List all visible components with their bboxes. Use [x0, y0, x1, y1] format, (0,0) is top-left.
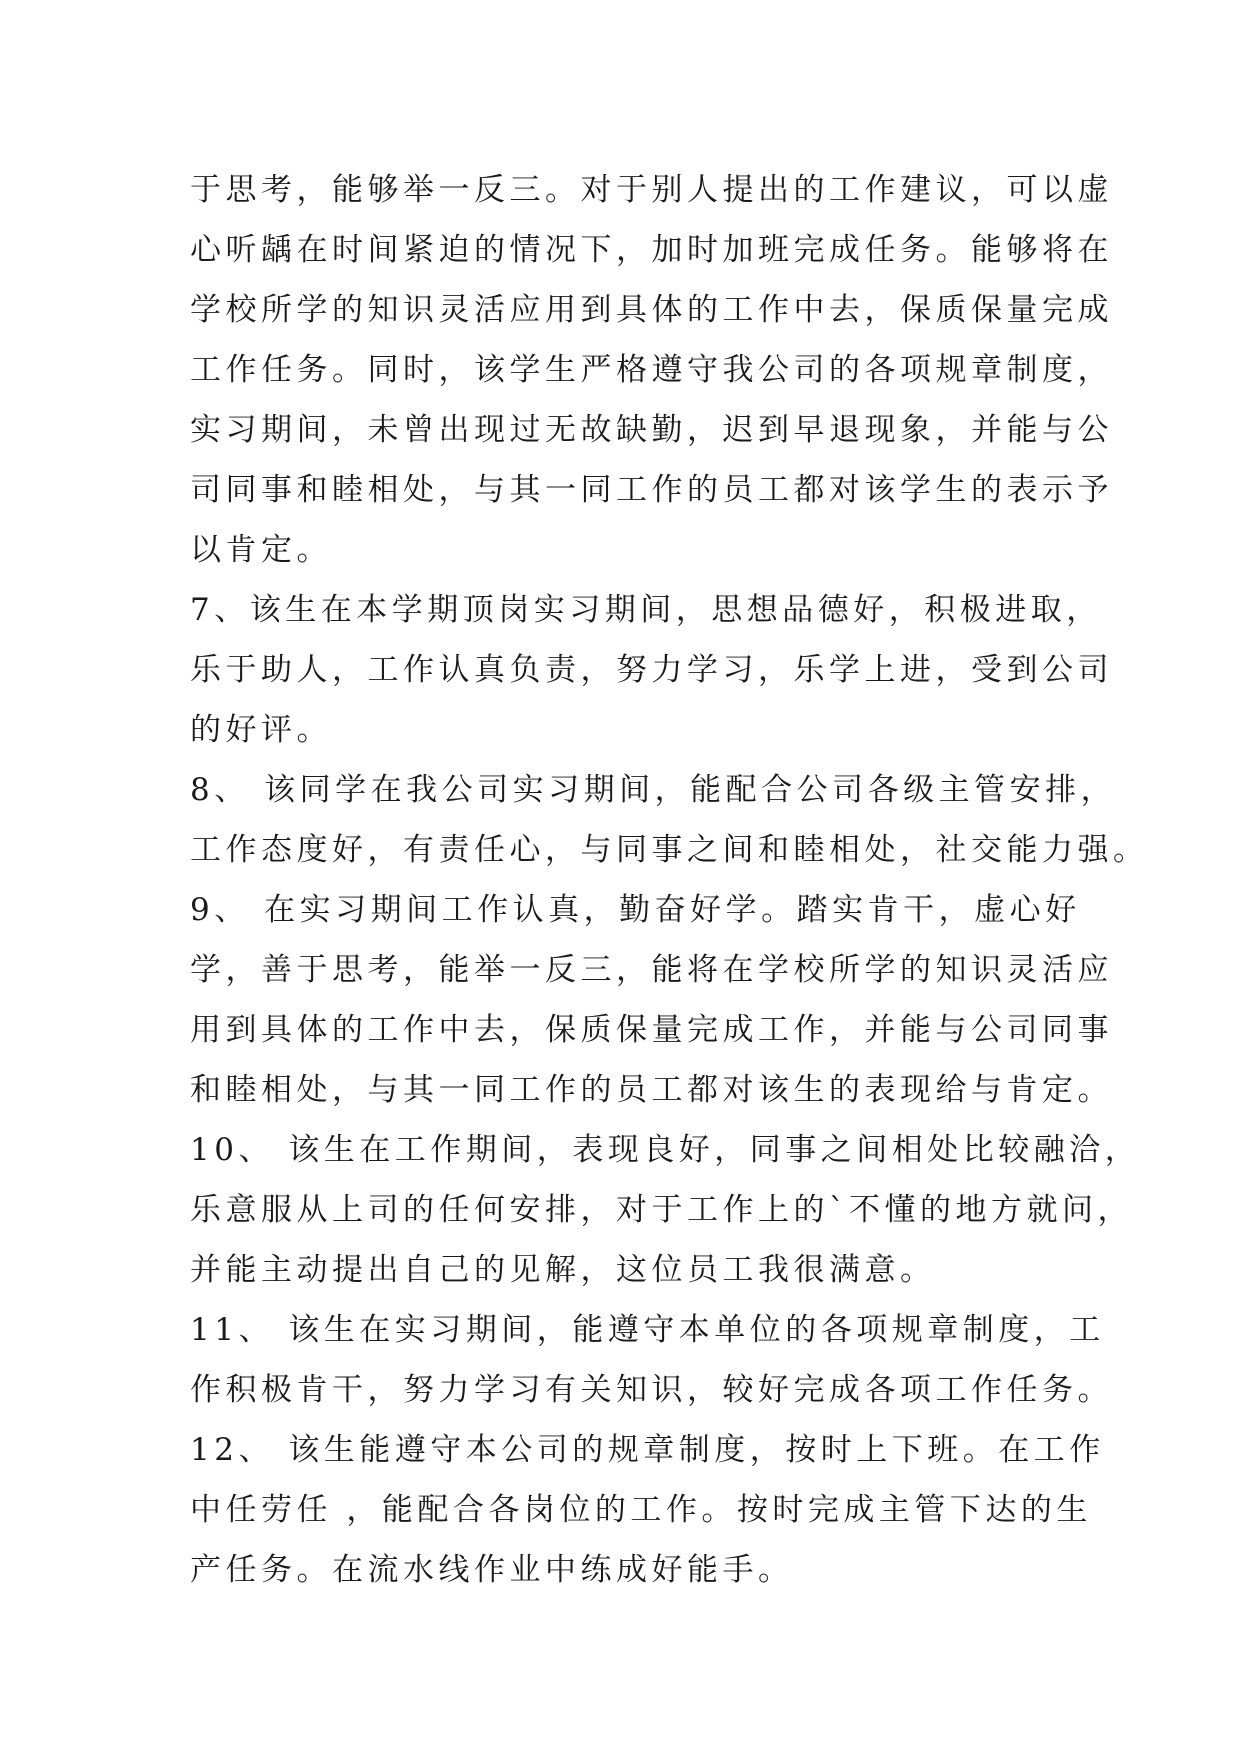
text-line: 和睦相处，与其一同工作的员工都对该生的表现给与肯定。	[190, 1072, 1113, 1108]
item-7-line: 7、该生在本学期顶岗实习期间，思想品德好，积极进取，	[190, 592, 1102, 628]
text-line: 心听龋在时间紧迫的情况下，加时加班完成任务。能够将在	[190, 232, 1113, 268]
item-10-line: 10、 该生在工作期间，表现良好，同事之间相处比较融洽，	[190, 1132, 1141, 1168]
text-line: 工作态度好，有责任心，与同事之间和睦相处，社交能力强。	[190, 832, 1149, 868]
text-line: 用到具体的工作中去，保质保量完成工作，并能与公司同事	[190, 1012, 1113, 1048]
text-line: 乐于助人，工作认真负责，努力学习，乐学上进，受到公司	[190, 652, 1113, 688]
text-line: 以肯定。	[190, 532, 332, 568]
text-line: 乐意服从上司的任何安排，对于工作上的`不懂的地方就问，	[190, 1192, 1133, 1228]
item-12-line: 12、 该生能遵守本公司的规章制度，按时上下班。在工作	[190, 1432, 1105, 1468]
text-line: 实习期间，未曾出现过无故缺勤，迟到早退现象，并能与公	[190, 412, 1113, 448]
text-line: 于思考，能够举一反三。对于别人提出的工作建议，可以虚	[190, 172, 1113, 208]
document-body	[190, 160, 1149, 1600]
text-line: 学，善于思考，能举一反三，能将在学校所学的知识灵活应	[190, 952, 1113, 988]
text-line: 工作任务。同时，该学生严格遵守我公司的各项规章制度，	[190, 352, 1113, 388]
text-line: 产任务。在流水线作业中练成好能手。	[190, 1552, 794, 1588]
text-line: 作积极肯干，努力学习有关知识，较好完成各项工作任务。	[190, 1372, 1113, 1408]
text-line: 的好评。	[190, 712, 332, 748]
text-line: 司同事和睦相处，与其一同工作的员工都对该学生的表示予	[190, 472, 1113, 508]
item-11-line: 11、 该生在实习期间，能遵守本单位的各项规章制度，工	[190, 1312, 1105, 1348]
item-9-line: 9、 在实习期间工作认真，勤奋好学。踏实肯干，虚心好	[190, 892, 1081, 928]
item-8-line: 8、 该同学在我公司实习期间，能配合公司各级主管安排，	[190, 772, 1117, 808]
text-line: 并能主动提出自己的见解，这位员工我很满意。	[190, 1252, 936, 1288]
text-line: 学校所学的知识灵活应用到具体的工作中去，保质保量完成	[190, 292, 1113, 328]
text-line: 中任劳任 ，能配合各岗位的工作。按时完成主管下达的生	[190, 1492, 1092, 1528]
